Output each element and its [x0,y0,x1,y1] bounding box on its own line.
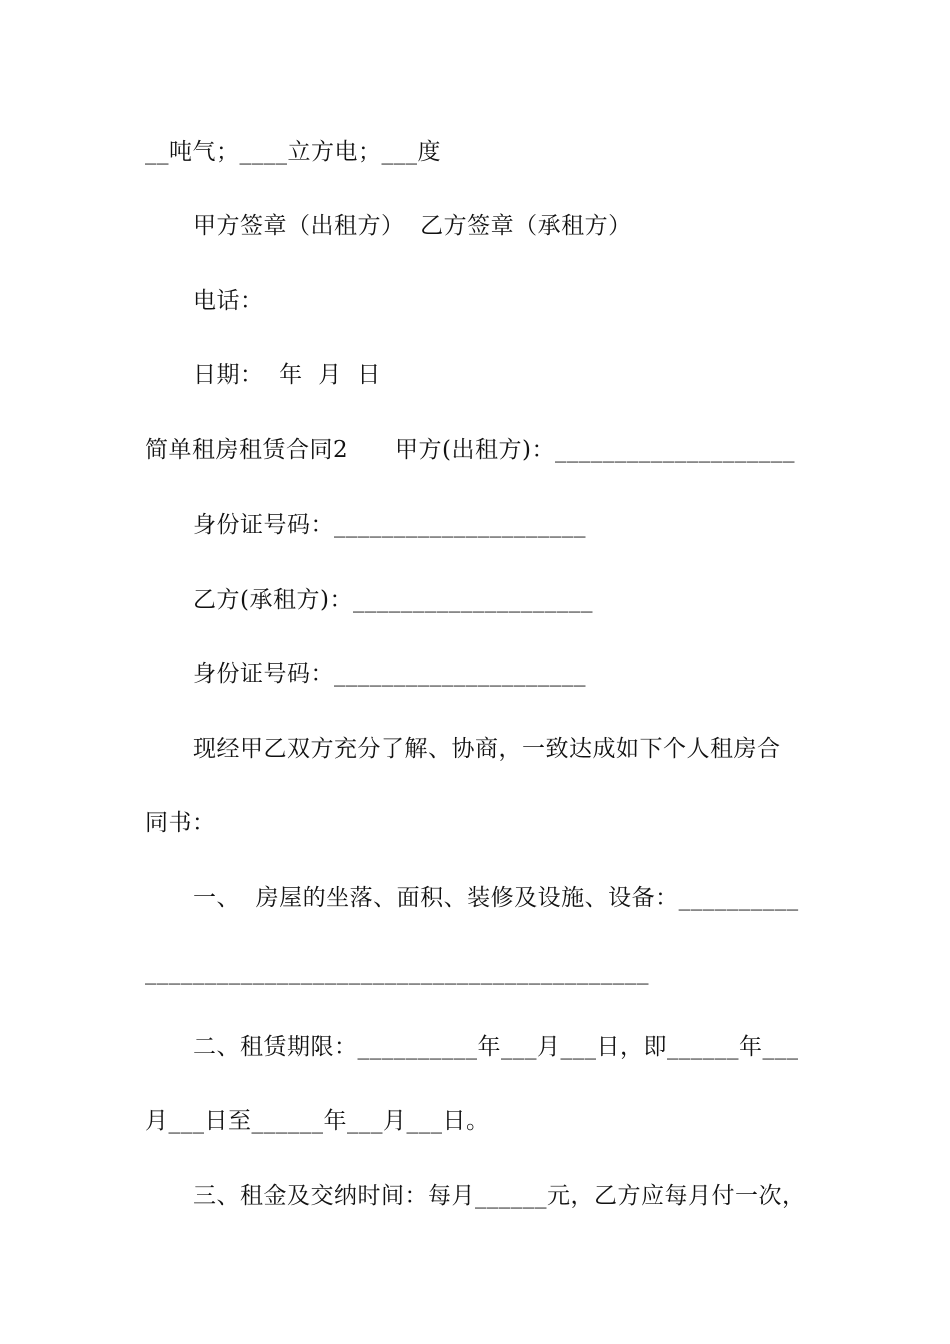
agreement-paragraph: 现经甲乙双方充分了解、协商，一致达成如下个人租房合 [193,736,781,762]
phone-line: 电话： [193,288,264,314]
contract-title-landlord-line: 简单租房租赁合同2 甲方(出租方)：____________________ [145,437,795,463]
utilities-readings-line: __吨气；____立方电；___度 [145,139,441,165]
date-line: 日期： 年 月 日 [193,362,381,388]
clause-2-continuation: 月___日至______年___月___日。 [145,1108,490,1134]
signature-line: 甲方签章（出租方） 乙方签章（承租方） [193,213,632,239]
clause-2-lease-term: 二、租赁期限：__________年___月___日，即______年___ [193,1034,799,1060]
clause-3-rent-payment: 三、租金及交纳时间：每月______元，乙方应每月付一次， [193,1183,806,1209]
tenant-id-line: 身份证号码：_____________________ [193,661,586,687]
agreement-paragraph-continuation: 同书： [145,810,216,836]
clause-1-continuation: __________________________________________ [145,959,649,985]
clause-1-house-details: 一、 房屋的坐落、面积、装修及设施、设备：__________ [193,885,799,911]
tenant-line: 乙方(承租方)：____________________ [193,587,593,613]
landlord-id-line: 身份证号码：_____________________ [193,512,586,538]
